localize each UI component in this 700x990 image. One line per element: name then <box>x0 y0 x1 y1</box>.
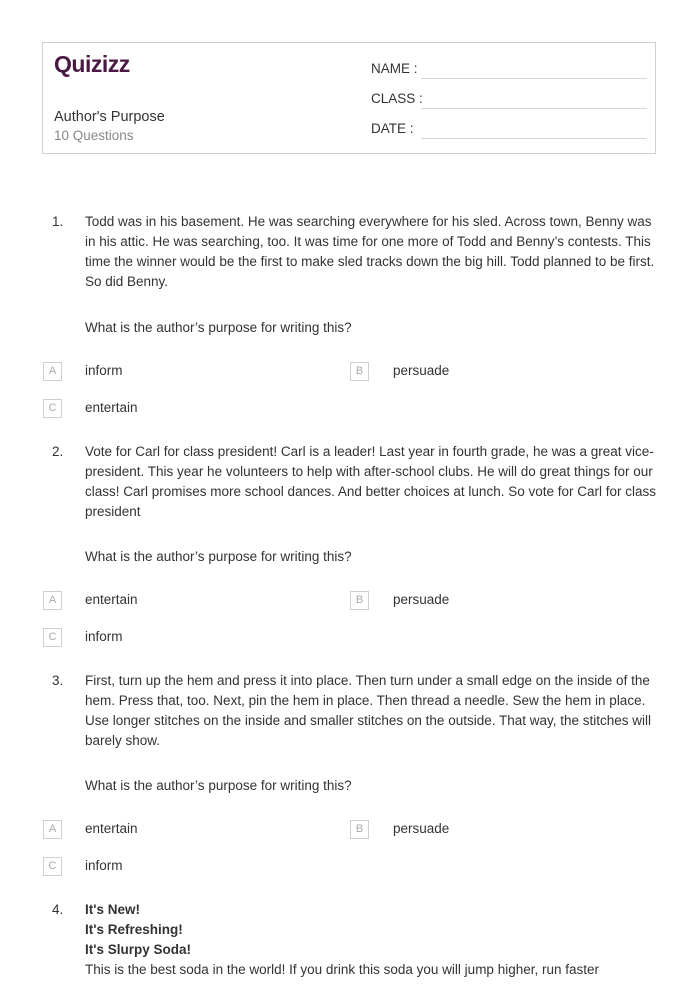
option-text[interactable]: inform <box>85 629 123 644</box>
option-text[interactable]: entertain <box>85 821 138 836</box>
date-field[interactable] <box>421 138 647 139</box>
question-prompt: What is the author’s purpose for writing this? <box>85 549 352 564</box>
option-letter-box[interactable]: C <box>43 857 62 876</box>
question-text: First, turn up the hem and press it into place. Then turn under a small edge on the inside of the hem. Press that, too. Next, pin the hem in place. Then thread a needle. Sew the hem in place. Use longer stitches on the inside and smaller stitches on the outside. That way, the stitches will barely show. <box>85 673 652 748</box>
name-label: NAME : <box>371 61 418 76</box>
ad-headline: It's New! <box>85 902 140 917</box>
option-text[interactable]: inform <box>85 858 123 873</box>
date-label: DATE : <box>371 121 414 136</box>
question-prompt: What is the author’s purpose for writing this? <box>85 320 352 335</box>
option-text[interactable]: persuade <box>393 821 450 836</box>
option-text[interactable]: entertain <box>85 400 138 415</box>
name-field[interactable] <box>421 78 647 79</box>
worksheet-header <box>42 42 656 154</box>
question-prompt: What is the author’s purpose for writing this? <box>85 778 352 793</box>
option-text[interactable]: inform <box>85 363 123 378</box>
class-label: CLASS : <box>371 91 423 106</box>
question-number: 2. <box>52 444 64 459</box>
question-number: 1. <box>52 214 64 229</box>
option-letter-box[interactable]: C <box>43 399 62 418</box>
option-letter-box[interactable]: B <box>350 820 369 839</box>
question-text: Vote for Carl for class president! Carl is a leader! Last year in fourth grade, he was a great vice-president. This year he volunteers to help with after-school clubs. He will do great things for our class! Carl promises more school dances. And better choices at lunch. So vote for Carl for class president <box>85 444 657 519</box>
quizizz-logo: Quizizz <box>54 51 130 77</box>
option-letter-box[interactable]: C <box>43 628 62 647</box>
option-text[interactable]: entertain <box>85 592 138 607</box>
ad-headline: It's Slurpy Soda! <box>85 942 191 957</box>
option-letter-box[interactable]: A <box>43 362 62 381</box>
option-letter-box[interactable]: B <box>350 362 369 381</box>
worksheet-title: Author's Purpose <box>54 109 165 125</box>
question-number: 4. <box>52 902 64 917</box>
class-field[interactable] <box>421 108 647 109</box>
ad-headline: It's Refreshing! <box>85 922 183 937</box>
question-number: 3. <box>52 673 64 688</box>
option-text[interactable]: persuade <box>393 592 450 607</box>
option-letter-box[interactable]: A <box>43 820 62 839</box>
option-letter-box[interactable]: A <box>43 591 62 610</box>
option-text[interactable]: persuade <box>393 363 450 378</box>
question-text: Todd was in his basement. He was searching everywhere for his sled. Across town, Benny was in his attic. He was searching, too. It was time for one more of Todd and Benny’s contests. This time the winner would be the first to make sled tracks down the big hill. Todd planned to be first. So did Benny. <box>85 214 655 289</box>
question-count: 10 Questions <box>54 128 134 143</box>
option-letter-box[interactable]: B <box>350 591 369 610</box>
question-text: This is the best soda in the world! If you drink this soda you will jump higher, run faster <box>85 962 600 977</box>
question-text-block <box>85 900 663 980</box>
